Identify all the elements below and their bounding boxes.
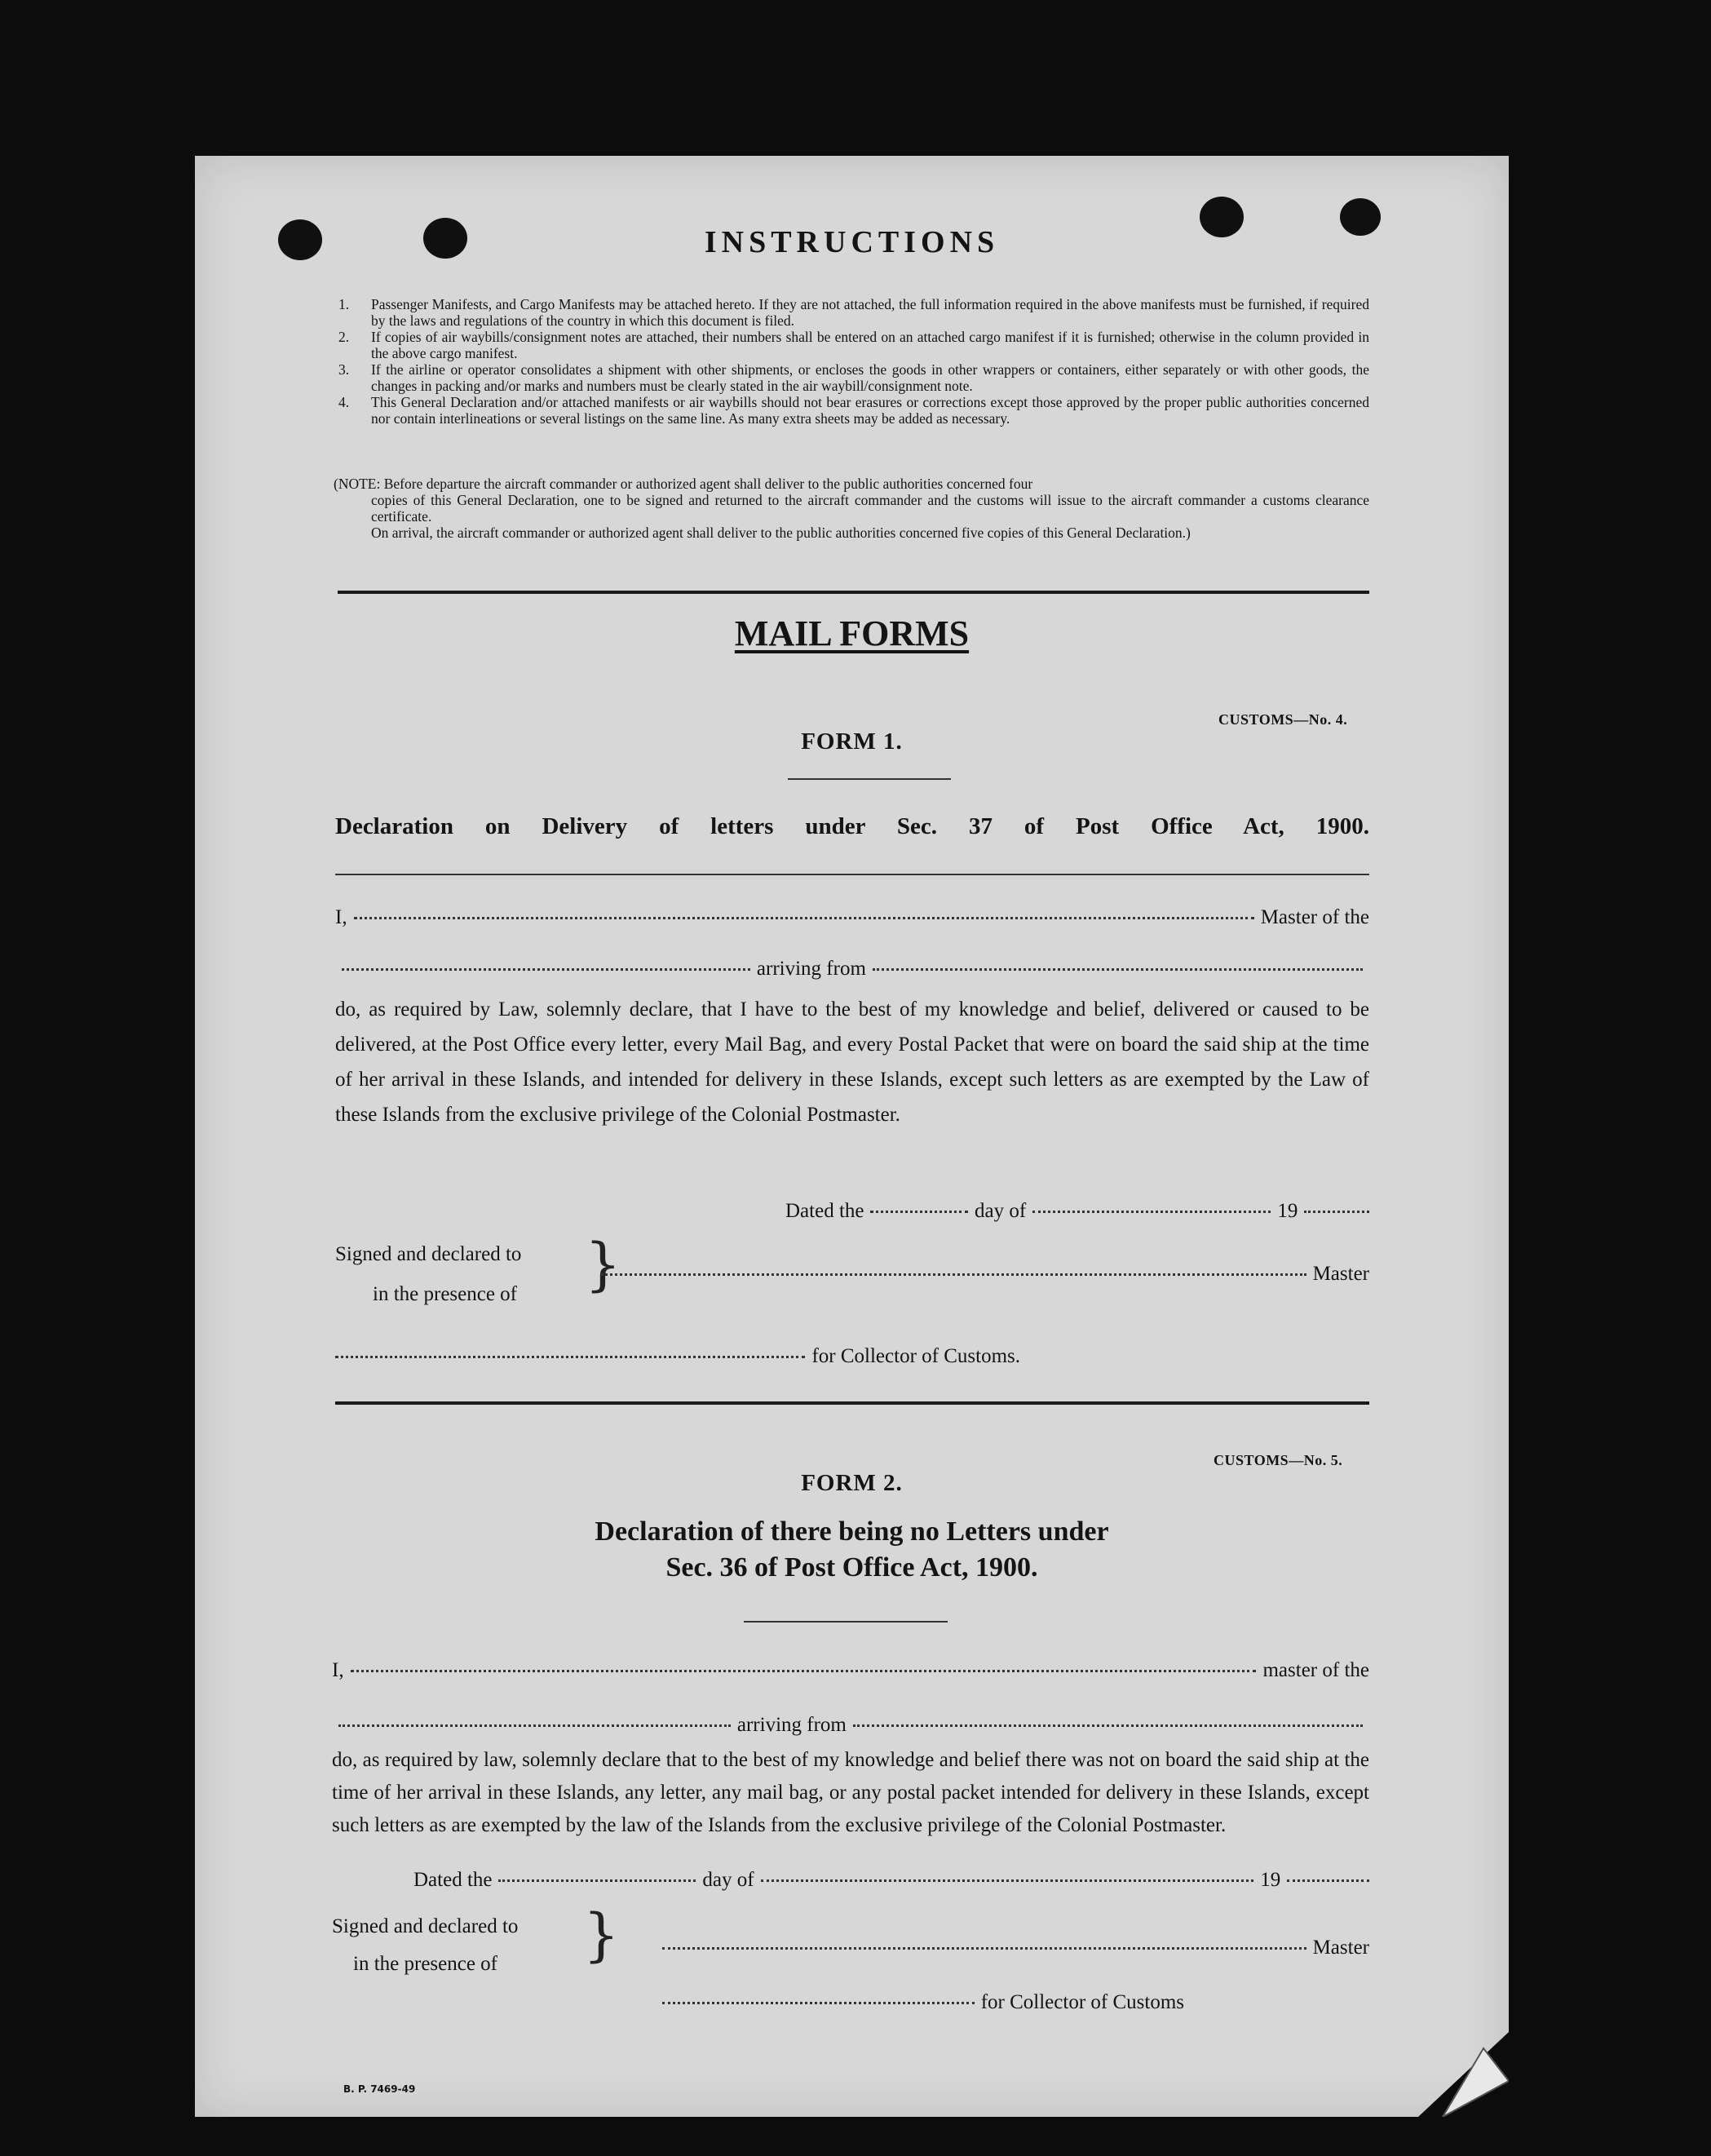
form2-i-label: I, — [332, 1659, 344, 1681]
form1-date-line — [785, 1200, 1369, 1223]
form2-title: FORM 2. — [801, 1470, 903, 1496]
form2-master-line — [332, 1659, 1369, 1682]
form2-dated-label: Dated the — [413, 1869, 493, 1891]
form1-master-signature-line — [601, 1263, 1369, 1286]
form1-collector-label: for Collector of Customs. — [811, 1345, 1020, 1367]
form1-title-rule — [788, 778, 951, 780]
instruction-item — [334, 329, 1369, 361]
form1-arriving-from-label: arriving from — [756, 958, 866, 980]
form2-master-signature-field[interactable] — [662, 1947, 1306, 1950]
instruction-item — [334, 394, 1369, 427]
form2-declaration-title — [195, 1514, 1509, 1586]
form1-declaration-rule — [335, 874, 1369, 875]
section-divider — [338, 591, 1369, 594]
form2-declaration-line-1: Declaration of there being no Letters under — [595, 1516, 1109, 1547]
form2-body: do, as required by law, solemnly declare that to the best of my knowledge and belief there was not on board the said ship at the time of her arrival in these Islands, any letter, any mail bag, or any postal packet intended for delivery in these Islands, except such letters as are exempted by the law of the Islands from the exclusive privilege of the Colonial Postmaster. — [332, 1749, 1369, 1836]
form2-origin-field[interactable] — [853, 1724, 1363, 1727]
instruction-text: If the airline or operator consolidates a shipment with other shipments, or encloses the goods in other wrappers or containers, either separately or with other goods, the changes in packing and/or marks and numbers must be clearly stated in the air waybill/consignment note. — [371, 361, 1369, 394]
form1-master-line — [335, 906, 1369, 929]
note-arrival: On arrival, the aircraft commander or authorized agent shall deliver to the public authorities concerned five copies of this General Declaration.) — [371, 525, 1191, 541]
instruction-number: 3. — [338, 361, 350, 378]
instructions-list — [334, 296, 1369, 427]
instruction-item — [334, 296, 1369, 329]
form1-brace: } — [585, 1231, 621, 1298]
form1-title: FORM 1. — [801, 728, 903, 755]
form2-ship-line — [332, 1714, 1369, 1737]
form1-day-of-label: day of — [975, 1200, 1027, 1222]
form1-signed-label: Signed and declared to — [335, 1243, 522, 1265]
note-continuation: copies of this General Declaration, one to be signed and returned to the aircraft commander and the customs will issue to the aircraft commander a customs clearance certificate. — [371, 492, 1369, 525]
form1-customs-number: CUSTOMS—No. 4. — [1218, 711, 1348, 728]
form2-master-signature-line — [662, 1937, 1369, 1959]
form1-date-field[interactable] — [870, 1211, 968, 1213]
form2-date-field[interactable] — [498, 1879, 696, 1882]
form1-declaration-title: Declaration on Delivery of letters under Sec. 37 of Post Office Act, 1900. — [335, 813, 1369, 839]
form2-month-field[interactable] — [761, 1879, 1254, 1882]
form2-day-of-label: day of — [702, 1869, 754, 1891]
form1-body: do, as required by Law, solemnly declare, that I have to the best of my knowledge and belief, delivered or caused to be delivered, at the Post Office every letter, every Mail Bag, and every Postal Packet that were on board the said ship at the time of her arrival in these Islands, and intended for delivery in these Islands, except such letters as are exempted by the Law of these Islands from the exclusive privilege of the Colonial Postmaster. — [335, 998, 1369, 1126]
form2-customs-number: CUSTOMS—No. 5. — [1214, 1452, 1343, 1468]
form2-title-rule — [744, 1621, 948, 1623]
note-first-line: (NOTE: Before departure the aircraft commander or authorized agent shall deliver to the public authorities concerned four — [334, 476, 1033, 492]
form2-brace: } — [583, 1901, 620, 1968]
form1-month-field[interactable] — [1032, 1211, 1271, 1213]
instructions-note — [334, 476, 1369, 541]
form1-collector-signature-field[interactable] — [335, 1356, 805, 1358]
form2-master-of-label: master of the — [1262, 1659, 1369, 1681]
mail-forms-title: MAIL FORMS — [734, 613, 970, 653]
instruction-item — [334, 361, 1369, 394]
form2-collector-line — [662, 1991, 1184, 2014]
form2-year-field[interactable] — [1287, 1879, 1369, 1882]
form1-master-label: Master — [1312, 1263, 1369, 1285]
form2-collector-label: for Collector of Customs — [980, 1991, 1184, 2013]
form2-master-name-field[interactable] — [351, 1670, 1257, 1672]
form2-year-label: 19 — [1260, 1869, 1281, 1891]
form2-master-label: Master — [1312, 1937, 1369, 1959]
form-divider — [335, 1401, 1369, 1405]
folded-corner — [1418, 2032, 1509, 2117]
instruction-number: 4. — [338, 394, 350, 410]
form1-ship-name-field[interactable] — [342, 968, 750, 971]
print-code: B. P. 7469-49 — [343, 2083, 416, 2095]
form1-year-field[interactable] — [1304, 1211, 1369, 1213]
instruction-text: This General Declaration and/or attached manifests or air waybills should not bear erasures or corrections except those approved by the proper public authorities concerned nor contain interlineations or several listings on the same line. As many extra sheets may be added as necessary. — [371, 394, 1369, 427]
form2-date-line — [413, 1869, 1369, 1892]
form2-declaration-line-2: Sec. 36 of Post Office Act, 1900. — [665, 1552, 1038, 1583]
instructions-title: INSTRUCTIONS — [704, 225, 1000, 259]
instruction-text: Passenger Manifests, and Cargo Manifests may be attached hereto. If they are not attached, the full information required in the above manifests must be furnished, if required by the laws and regulations of the country in which this document is filed. — [371, 296, 1369, 329]
form1-master-name-field[interactable] — [354, 917, 1254, 919]
form2-presence-label: in the presence of — [353, 1953, 498, 1975]
form1-master-signature-field[interactable] — [601, 1273, 1306, 1276]
form1-master-of-label: Master of the — [1260, 906, 1369, 928]
form1-year-label: 19 — [1277, 1200, 1298, 1222]
form1-i-label: I, — [335, 906, 347, 928]
form1-ship-line — [335, 958, 1369, 981]
instruction-number: 1. — [338, 296, 350, 312]
form2-arriving-from-label: arriving from — [736, 1714, 847, 1736]
form1-collector-line — [335, 1345, 1020, 1368]
instruction-number: 2. — [338, 329, 350, 345]
form1-presence-label: in the presence of — [373, 1283, 518, 1305]
form2-collector-signature-field[interactable] — [662, 2002, 975, 2004]
instruction-text: If copies of air waybills/consignment notes are attached, their numbers shall be entered on an attached cargo manifest if it is furnished; otherwise in the column provided in the above cargo manifest. — [371, 329, 1369, 361]
form2-ship-name-field[interactable] — [338, 1724, 731, 1727]
form1-dated-label: Dated the — [785, 1200, 864, 1222]
document-page — [195, 156, 1509, 2117]
form2-signed-label: Signed and declared to — [332, 1915, 519, 1937]
form1-origin-field[interactable] — [873, 968, 1363, 971]
